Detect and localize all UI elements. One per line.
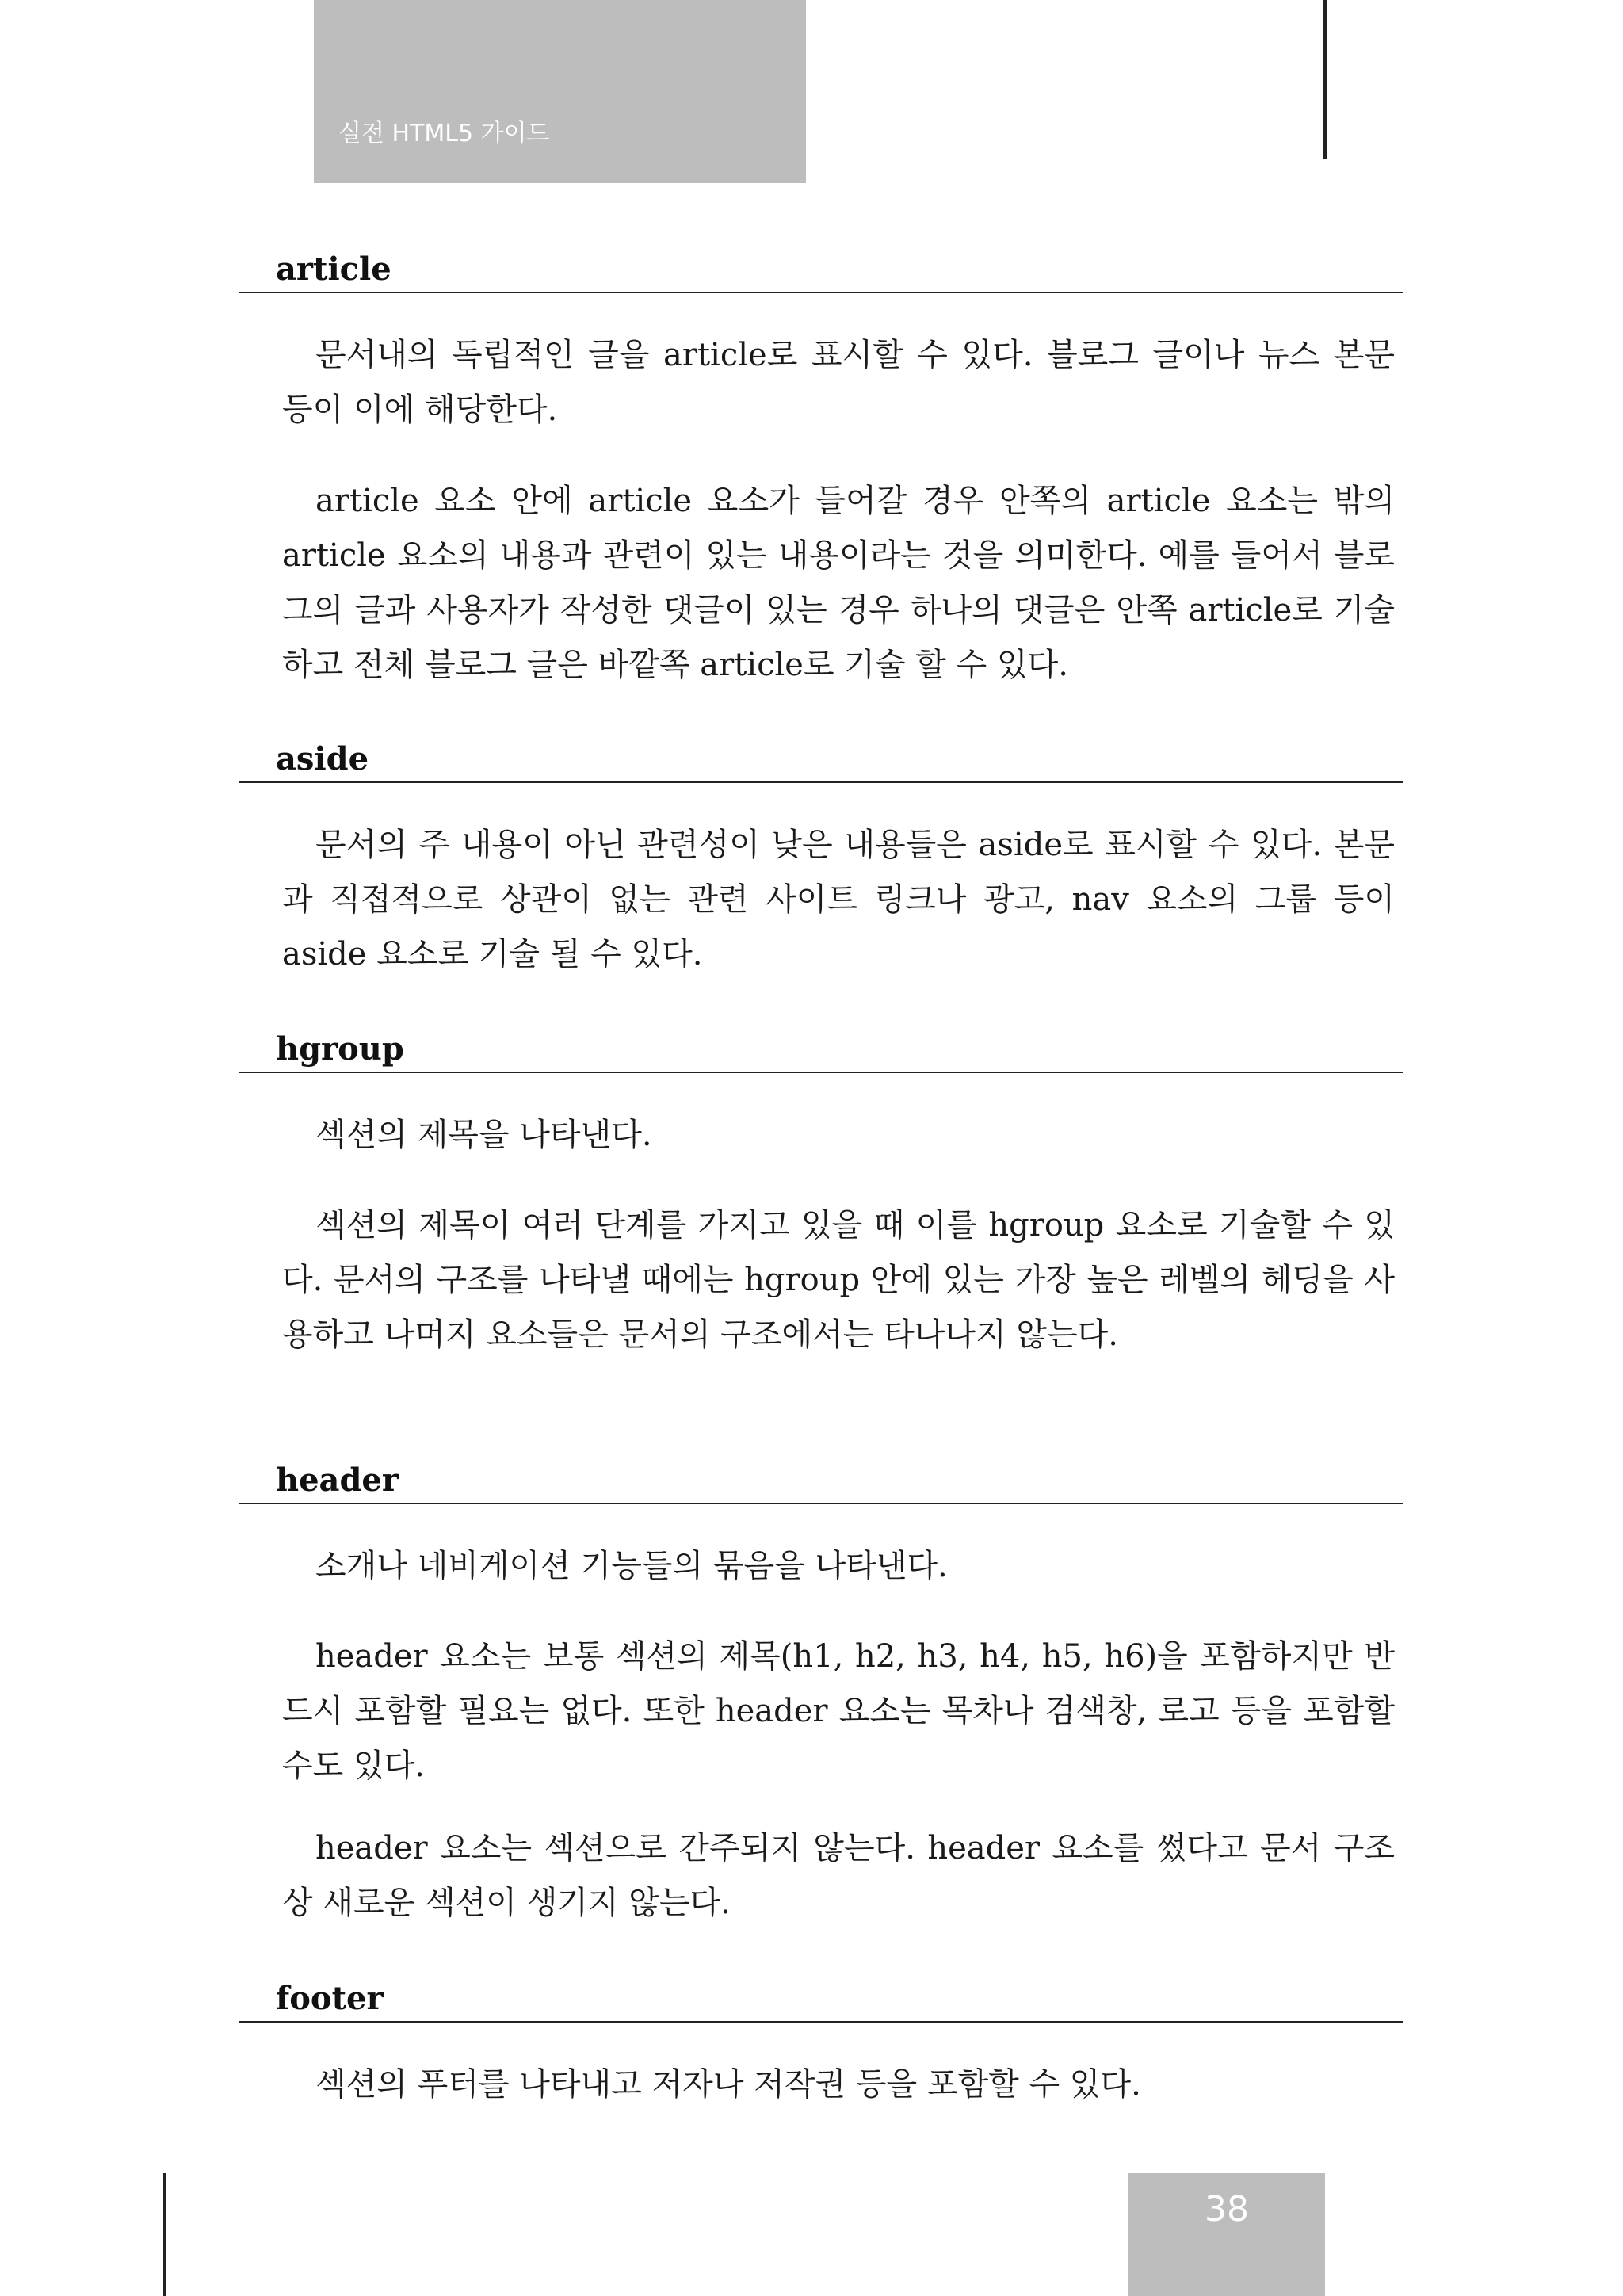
section-heading-header xyxy=(239,1463,1403,1504)
paragraph: article 요소 안에 article 요소가 들어갈 경우 안쪽의 article 요소는 밖의 article 요소의 내용과 관련이 있는 내용이라는 것을 의미한다. 예를 들어서 블로그의 글과 사용자가 작성한 댓글이 있는 경우 하나의 댓글은 안쪽 article로 기술하고 전체 블로그 글은 바깥쪽 article로 기술 할 수 있다. xyxy=(282,483,1395,683)
paragraph: 섹션의 제목이 여러 단계를 가지고 있을 때 이를 hgroup 요소로 기술할 수 있다. 문서의 구조를 나타낼 때에는 hgroup 안에 있는 가장 높은 레벨의 헤딩을 사용하고 나머지 요소들은 문서의 구조에서는 타나나지 않는다. xyxy=(282,1207,1395,1353)
paragraph: 섹션의 푸터를 나타내고 저자나 저작권 등을 포함할 수 있다. xyxy=(315,2066,1141,2103)
section-heading-text: article xyxy=(276,250,391,288)
section-heading-footer xyxy=(239,1981,1403,2023)
section-heading-article xyxy=(239,252,1403,293)
footer-vertical-rule xyxy=(163,2173,166,2296)
section-heading-text: aside xyxy=(276,740,369,777)
paragraph: 문서의 주 내용이 아닌 관련성이 낮은 내용들은 aside로 표시할 수 있다. 본문과 직접적으로 상관이 없는 관련 사이트 링크나 광고, nav 요소의 그룹 등이 aside 요소로 기술 될 수 있다. xyxy=(282,827,1395,972)
page-number: 38 xyxy=(1205,2189,1249,2229)
running-header-block xyxy=(314,0,806,183)
paragraph: 섹션의 제목을 나타낸다. xyxy=(315,1117,652,1153)
paragraph: header 요소는 보통 섹션의 제목(h1, h2, h3, h4, h5, h6)을 포함하지만 반드시 포함할 필요는 없다. 또한 header 요소는 목차나 검색창, 로고 등을 포함할 수도 있다. xyxy=(282,1638,1395,1784)
paragraph: header 요소는 섹션으로 간주되지 않는다. header 요소를 썼다고 문서 구조상 새로운 섹션이 생기지 않는다. xyxy=(282,1830,1395,1921)
paragraph: 소개나 네비게이션 기능들의 묶음을 나타낸다. xyxy=(315,1548,948,1584)
section-heading-text: hgroup xyxy=(276,1030,404,1068)
paragraph: 문서내의 독립적인 글을 article로 표시할 수 있다. 블로그 글이나 뉴스 본문 등이 이에 해당한다. xyxy=(282,337,1395,428)
section-heading-hgroup xyxy=(239,1032,1403,1073)
running-header-title: 실전 HTML5 가이드 xyxy=(338,120,550,147)
header-vertical-rule xyxy=(1323,0,1327,159)
section-heading-text: header xyxy=(276,1461,399,1499)
section-heading-aside xyxy=(239,742,1403,783)
section-heading-text: footer xyxy=(276,1980,384,2017)
